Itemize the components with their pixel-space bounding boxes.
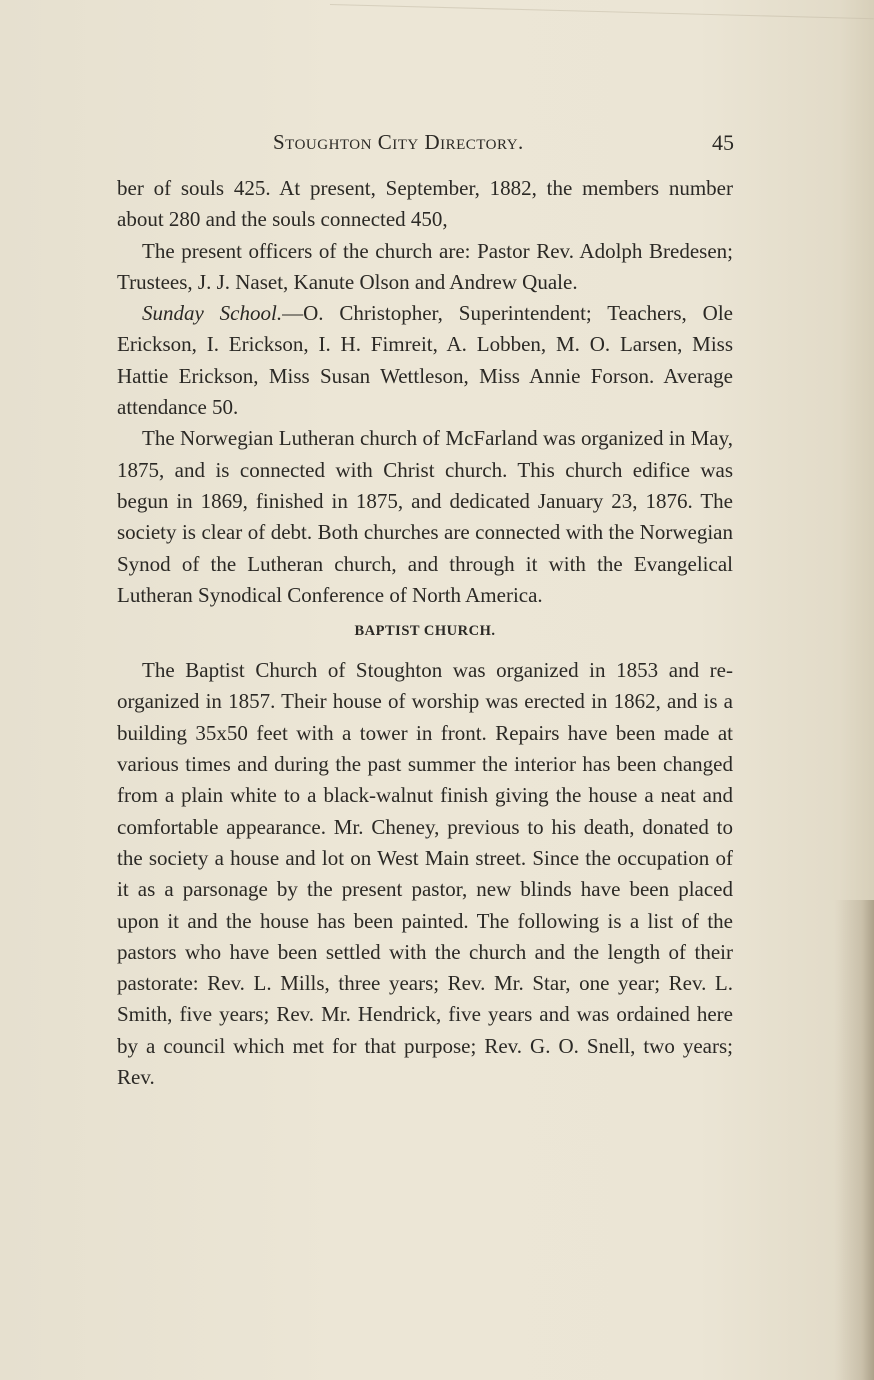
page-number: 45 bbox=[712, 130, 734, 155]
running-header bbox=[118, 130, 736, 160]
paragraph: The Baptist Church of Stoughton was organized in 1853 and re-organized in 1857. Their house of worship was erected in 1862, and is a building 35x50 feet with a tower in front. Repairs have been made at various times and during the past summer the interior has been changed from a plain white to a black-walnut finish giving the house a neat and comfortable appearance. Mr. Cheney, previous to his death, donated to the society a house and lot on West Main street. Since the occupation of it as a parsonage by the present pastor, new blinds have been placed upon it and the house has been painted. The following is a list of the pastors who have been settled with the church and the length of their pastorate: Rev. L. Mills, three years; Rev. Mr. Star, one year; Rev. L. Smith, five years; Rev. Mr. Hendrick, five years and was ordained here by a council which met for that purpose; Rev. G. O. Snell, two years; Rev. bbox=[117, 658, 733, 1090]
running-title: Stoughton City Directory. bbox=[273, 130, 524, 154]
page-edge-shadow bbox=[834, 900, 874, 1380]
paragraph bbox=[117, 298, 733, 423]
paragraph: ber of souls 425. At present, September, 1882, the members number about 280 and the souls connected 450, bbox=[117, 176, 733, 232]
sunday-school-text: —O. Christopher, Superintendent; Teachers, Ole Erickson, I. Erickson, I. H. Fimreit, A. Lobben, M. O. Larsen, Miss Hattie Erickson, Miss Susan Wettleson, Miss Annie Forson. Average attendance 50. bbox=[117, 301, 733, 420]
body-text bbox=[117, 173, 733, 1093]
section-heading: BAPTIST CHURCH. bbox=[354, 623, 496, 640]
page-edge-shadow bbox=[329, 4, 874, 59]
paragraph: The Norwegian Lutheran church of McFarland was organized in May, 1875, and is connected with Christ church. This church edifice was begun in 1869, finished in 1875, and dedicated January 23, 1876. The society is clear of debt. Both churches are connected with the Norwegian Synod of the Lutheran church, and through it with the Evangelical Lutheran Synodical Conference of North America. bbox=[117, 426, 733, 607]
paragraph: The present officers of the church are: Pastor Rev. Adolph Bredesen; Trustees, J. J. Naset, Kanute Olson and Andrew Quale. bbox=[117, 238, 733, 294]
sunday-school-lead: Sunday School. bbox=[142, 301, 283, 326]
